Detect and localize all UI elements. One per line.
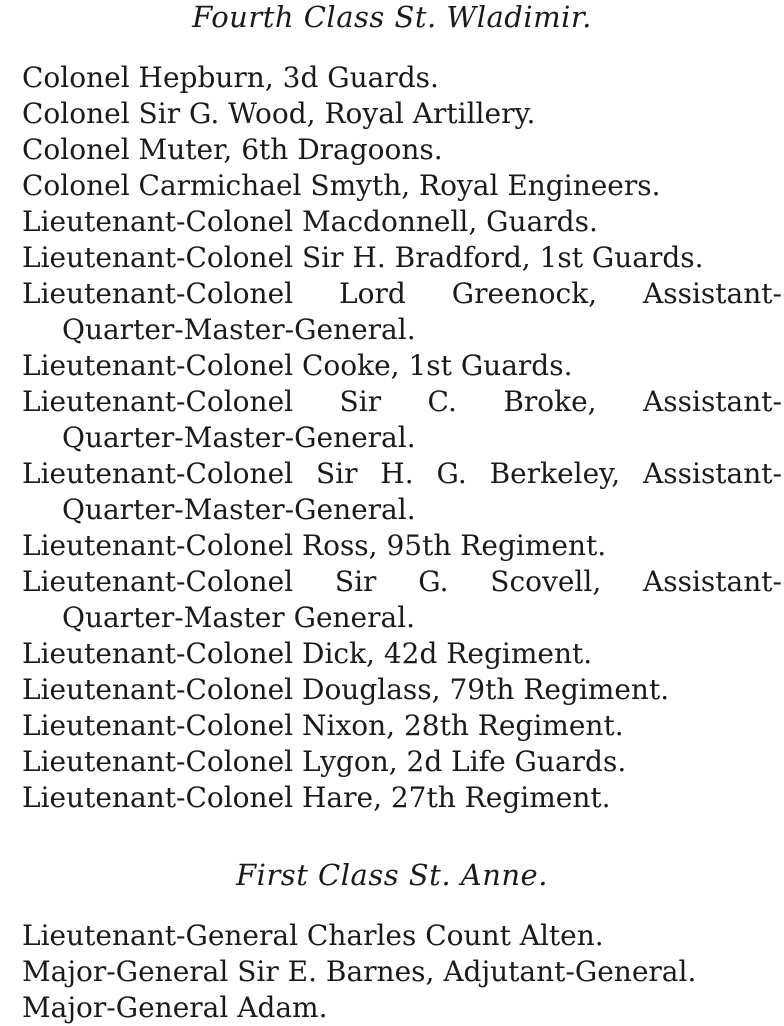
- list-item: Lieutenant-Colonel Cooke, 1st Guards.: [22, 349, 573, 382]
- list-item: Major-General Sir E. Barnes, Adjutant-General.: [22, 955, 697, 988]
- list-item: Colonel Carmichael Smyth, Royal Engineers.: [22, 169, 661, 202]
- list-item: Lieutenant-Colonel Ross, 95th Regiment.: [22, 529, 607, 562]
- list-item: Major-General Adam.: [22, 991, 328, 1024]
- list-item: Colonel Hepburn, 3d Guards.: [22, 61, 439, 94]
- entry-list: [22, 60, 782, 816]
- section-heading: First Class St. Anne.: [236, 858, 548, 892]
- entry-continuation: Quarter-Master-General.: [62, 421, 416, 454]
- entry-continuation: Quarter-Master General.: [62, 601, 416, 634]
- list-item: Colonel Muter, 6th Dragoons.: [22, 133, 443, 166]
- list-item: Lieutenant-General Charles Count Alten.: [22, 919, 604, 952]
- entry-text: Lieutenant-Colonel Sir H. G. Berkeley, Assistant-: [22, 457, 782, 490]
- list-item: [22, 456, 782, 528]
- list-item: Lieutenant-Colonel Sir H. Bradford, 1st Guards.: [22, 241, 704, 274]
- list-item: Lieutenant-Colonel Dick, 42d Regiment.: [22, 637, 593, 670]
- entry-list: [22, 918, 782, 1026]
- entry-continuation: Quarter-Master-General.: [62, 313, 416, 346]
- list-item: Colonel Sir G. Wood, Royal Artillery.: [22, 97, 536, 130]
- list-item: Lieutenant-Colonel Nixon, 28th Regiment.: [22, 709, 624, 742]
- list-item: Lieutenant-Colonel Hare, 27th Regiment.: [22, 781, 611, 814]
- entry-text: Lieutenant-Colonel Sir G. Scovell, Assistant-: [22, 565, 782, 598]
- list-item: Lieutenant-Colonel Macdonnell, Guards.: [22, 205, 598, 238]
- list-item: [22, 564, 782, 636]
- list-item: [22, 384, 782, 456]
- list-item: Lieutenant-Colonel Lygon, 2d Life Guards.: [22, 745, 627, 778]
- entry-text: Lieutenant-Colonel Lord Greenock, Assistant-: [22, 277, 782, 310]
- list-item: [22, 276, 782, 348]
- section-heading: Fourth Class St. Wladimir.: [192, 0, 592, 34]
- list-item: Lieutenant-Colonel Douglass, 79th Regiment.: [22, 673, 670, 706]
- entry-continuation: Quarter-Master-General.: [62, 493, 416, 526]
- entry-text: Lieutenant-Colonel Sir C. Broke, Assistant-: [22, 385, 782, 418]
